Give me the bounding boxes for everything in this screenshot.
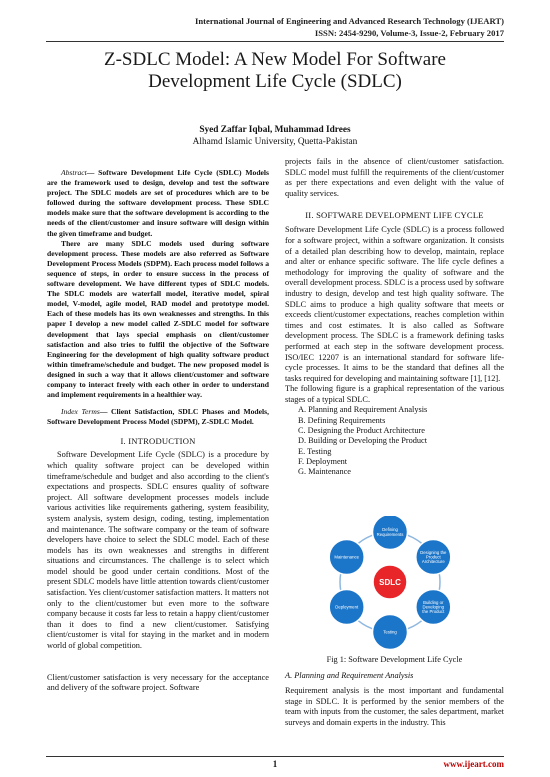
title-line-2: Development Life Cycle (SDLC) [148, 71, 402, 92]
sdlc-center-node [373, 565, 407, 599]
introduction-paragraph-1: Software Development Life Cycle (SDLC) is a procedure by which quality software project can be developed within timeframe/schedule and budget and also according to the client's expectations and prospects. SDLC ensures quality of software project. All software development processes models include various activities like requirements gathering, system feasibility, system analysis, system design, coding, testing, implementation and maintenance. The software company or the team of software developers have choice to select the SDLC model. Each of these models has its own weaknesses and strengths in different situations and circumstances. The challenge is to select which model should be good under certain conditions. Most of the present SDLC models have little attention towards client/customer satisfaction. Yes client/customer satisfaction matters. It matters not only to the client/customer but even more to the software company because it costs far less to retain a happy client/customer than it does to find a new client/customer. Satisfying client/customer is vital for staying in the market and in modern world of global competition. [47, 450, 269, 651]
journal-name: International Journal of Engineering and Advanced Research Technology (IJEART) [195, 16, 504, 26]
stage-node-label: Maintenance [334, 554, 360, 560]
section-2-paragraph-2: The following figure is a graphical representation of the various stages of a typical SDLC. [285, 384, 504, 404]
sdlc-cycle-diagram [300, 516, 480, 652]
authors: Syed Zaffar Iqbal, Muhammad Idrees [199, 125, 351, 135]
introduction-paragraph-2: Client/customer satisfaction is very necessary for the acceptance and delivery of the software project. Software [47, 672, 269, 693]
stage-node [416, 540, 451, 575]
introduction-heading: I. INTRODUCTION [120, 436, 196, 447]
index-terms [47, 407, 269, 427]
stage-node-label: Testing [383, 629, 397, 635]
stage-item: A. Planning and Requirement Analysis [298, 405, 428, 415]
sdlc-center-label: SDLC [379, 578, 401, 587]
abstract-text-1: — Software Development Life Cycle (SDLC) Models are the framework used to design, develop and test the software project. The SDLC models are set of procedures which are to be followed during the software development process. These SDLC models make sure that the software development is according to the needs of the client/customer and insure software will design within the given timeframe and budget. [47, 168, 269, 238]
stage-item: B. Defining Requirements [298, 415, 386, 425]
header-rule [46, 41, 504, 42]
footer-rule [46, 756, 504, 757]
abstract-label: Abstract [61, 168, 87, 177]
stage-node-label: Developing [422, 604, 445, 610]
stage-node [329, 590, 364, 625]
stage-node-label: Deployment [335, 604, 359, 610]
stage-node [373, 516, 408, 550]
stage-node-label: Building or [423, 599, 444, 605]
section-2-heading: II. SOFTWARE DEVELOPMENT LIFE CYCLE [305, 210, 484, 221]
stage-item: C. Designing the Product Architecture [298, 426, 425, 436]
left-column [47, 168, 269, 694]
title-line-1: Z-SDLC Model: A New Model For Software [104, 49, 446, 70]
stage-node [329, 540, 364, 575]
continued-paragraph: projects fails in the absence of client/customer satisfaction. SDLC model must fulfill the requirements of the client/customer as per there expectations and even delight with the value of quality services. [285, 157, 504, 198]
index-terms-label: Index Terms [61, 407, 100, 417]
right-column [285, 157, 504, 478]
affiliation: Alhamd Islamic University, Quetta-Pakistan [192, 137, 358, 147]
section-2-paragraph-1: Software Development Life Cycle (SDLC) is a process followed for a software project, within a software organization. It consists of a detailed plan describing how to develop, maintain, replace and alter or enhance specific software. The life cycle defines a methodology for improving the quality of software and the overall development process. SDLC is a process used by software industry to design, develop and test high quality software. The SDLC aims to produce a high quality software that meets or exceeds client/customer expectations, reaches completion within times and cost estimates. It is also called as Software development process. The SDLC is a framework defining tasks performed at each step in the software development process. ISO/IEC 12207 is an international standard for software life-cycle processes. It aims to be the standard that defines all the tasks required for developing and maintaining software [1], [12]. [285, 225, 504, 383]
figure-caption: Fig 1: Software Development Life Cycle [326, 655, 463, 664]
issn-line: ISSN: 2454-9290, Volume-3, Issue-2, February 2017 [314, 28, 504, 38]
stage-node-label: the Product [422, 609, 445, 615]
stage-node-label: Architecture [421, 559, 445, 565]
subsection-a-paragraph: Requirement analysis is the most important and fundamental stage in SDLC. It is performed by the senior members of the team with inputs from the customer, the sales department, market surveys and domain experts in the industry. This [285, 686, 504, 727]
abstract [47, 168, 269, 239]
abstract-paragraph-2: There are many SDLC models used during software development process. These models are also referred as Software Development Process Models (SDPM). Each process model follows a sequence of steps, in order to ensure success in the process of software development. We have different types of SDLC models. The SDLC models are waterfall model, iterative model, spiral model, V-model, agile model, RAD model and prototype model. Each of these models has its own weaknesses and strengths. In this paper I develop a new model called Z-SDLC model for software development that lays special emphasis on client/customer satisfaction and also tries to fulfil the objective of the Software Engineering for the development of high quality software product within timeframe/schedule and budget. The new proposed model is designed in such a way that it allows client/customer and software company to interact freely with each other in order to understand and implement requirements in a healthier way. [47, 238, 269, 400]
stage-item: F. Deployment [298, 456, 348, 466]
index-terms-text: — Client Satisfaction, SDLC Phases and Models, Software Development Process Model (SDPM), Z-SDLC Model. [47, 407, 269, 427]
subsection-a-heading: A. Planning and Requirement Analysis [285, 671, 414, 680]
page-number: 1 [272, 759, 278, 769]
stage-node [416, 590, 451, 625]
stage-list [298, 405, 504, 477]
stage-node-label: Designing the [420, 549, 447, 555]
stage-item: D. Building or Developing the Product [298, 436, 428, 446]
paper-title [0, 49, 550, 93]
journal-url: www.ijeart.com [443, 759, 504, 769]
stage-node-label: Requirements [376, 531, 404, 537]
stage-node-label: Product [425, 554, 441, 560]
stage-node [373, 615, 408, 650]
stage-item: G. Maintenance [298, 467, 351, 477]
stage-node-label: Defining [382, 527, 398, 533]
stage-item: E. Testing [298, 446, 332, 456]
